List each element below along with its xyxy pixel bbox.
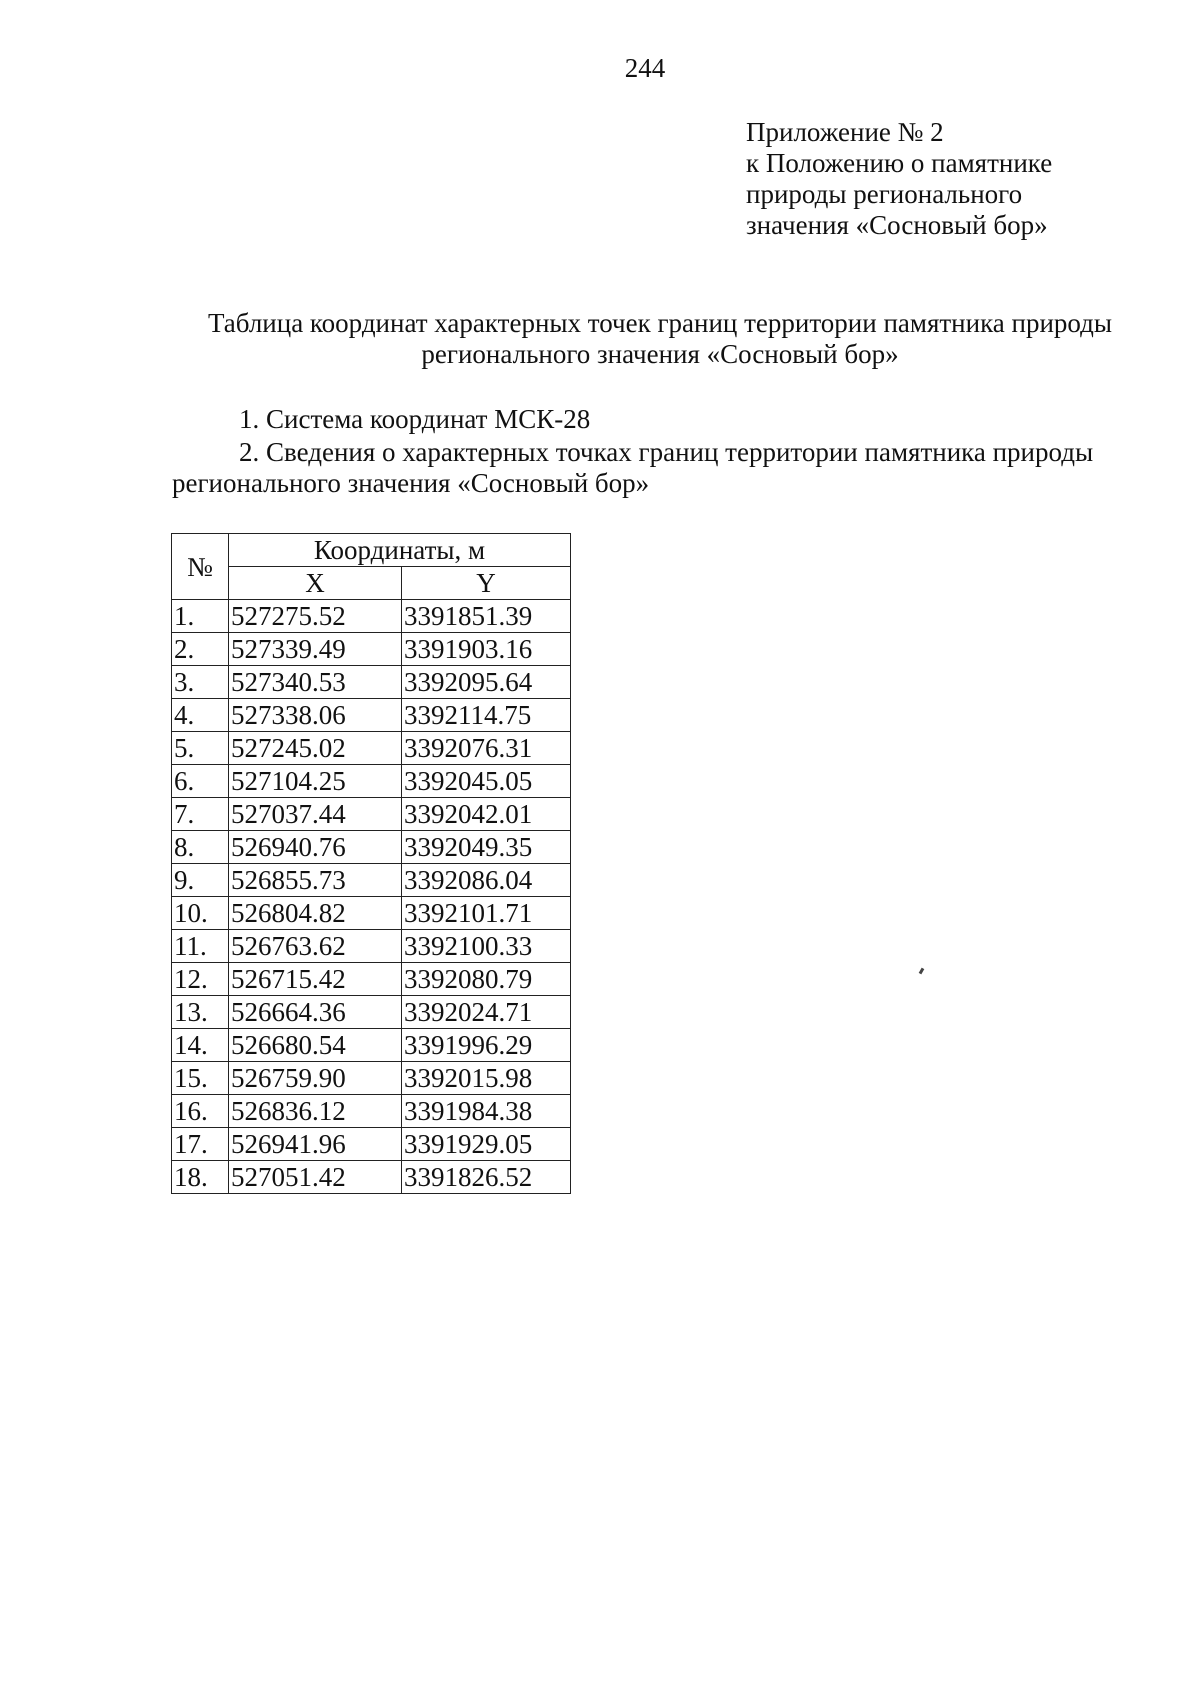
appendix-line: значения «Сосновый бор» (746, 210, 1048, 240)
coord-x: 526680.54 (229, 1029, 402, 1062)
table-row (172, 633, 571, 666)
coord-y: 3391903.16 (402, 633, 571, 666)
row-number: 14. (172, 1029, 229, 1062)
table-row (172, 831, 571, 864)
coord-y: 3391929.05 (402, 1128, 571, 1161)
document-title: Таблица координат характерных точек границ территории памятника природы регионального значения «Сосновый бор» (207, 308, 1113, 369)
appendix-line: Приложение № 2 (746, 117, 944, 147)
coord-y: 3391984.38 (402, 1095, 571, 1128)
row-number: 12. (172, 963, 229, 996)
table-subheader-row (172, 567, 571, 600)
coord-y: 3391851.39 (402, 600, 571, 633)
table-row (172, 864, 571, 897)
table-row (172, 963, 571, 996)
coord-x: 526855.73 (229, 864, 402, 897)
coord-x: 527340.53 (229, 666, 402, 699)
coord-y: 3392042.01 (402, 798, 571, 831)
row-number: 1. (172, 600, 229, 633)
row-number: 7. (172, 798, 229, 831)
coord-x: 526941.96 (229, 1128, 402, 1161)
table-row (172, 1095, 571, 1128)
coord-y: 3391996.29 (402, 1029, 571, 1062)
row-number: 8. (172, 831, 229, 864)
coord-x: 527275.52 (229, 600, 402, 633)
table-body (172, 600, 571, 1194)
coord-y: 3392100.33 (402, 930, 571, 963)
row-number: 17. (172, 1128, 229, 1161)
coord-y: 3392015.98 (402, 1062, 571, 1095)
row-number: 6. (172, 765, 229, 798)
coord-x: 527339.49 (229, 633, 402, 666)
row-number: 9. (172, 864, 229, 897)
row-number: 18. (172, 1161, 229, 1194)
coord-y: 3392049.35 (402, 831, 571, 864)
coord-x: 527104.25 (229, 765, 402, 798)
coordinates-table (171, 533, 571, 1194)
table-row (172, 732, 571, 765)
coord-y: 3392076.31 (402, 732, 571, 765)
item-boundary-points: 2. Сведения о характерных точках границ территории памятника природы (239, 437, 1094, 467)
coord-x: 526940.76 (229, 831, 402, 864)
coord-y: 3391826.52 (402, 1161, 571, 1194)
row-number: 15. (172, 1062, 229, 1095)
coord-x: 526664.36 (229, 996, 402, 1029)
coord-y: 3392045.05 (402, 765, 571, 798)
table-row (172, 930, 571, 963)
header-x: X (229, 567, 402, 600)
coord-x: 526804.82 (229, 897, 402, 930)
table-row (172, 666, 571, 699)
table-row (172, 1029, 571, 1062)
item-coordinate-system: 1. Система координат МСК-28 (239, 404, 591, 434)
row-number: 16. (172, 1095, 229, 1128)
table-header-row (172, 534, 571, 567)
coord-x: 526836.12 (229, 1095, 402, 1128)
table-row (172, 897, 571, 930)
row-number: 13. (172, 996, 229, 1029)
appendix-line: природы регионального (746, 179, 1023, 209)
table-row (172, 996, 571, 1029)
coord-x: 527037.44 (229, 798, 402, 831)
coord-x: 527245.02 (229, 732, 402, 765)
table-row (172, 765, 571, 798)
row-number: 5. (172, 732, 229, 765)
table-row (172, 1062, 571, 1095)
coord-y: 3392101.71 (402, 897, 571, 930)
page-number: 244 (624, 53, 666, 83)
coord-y: 3392086.04 (402, 864, 571, 897)
coord-y: 3392024.71 (402, 996, 571, 1029)
header-y: Y (402, 567, 571, 600)
coord-y: 3392080.79 (402, 963, 571, 996)
header-coordinates: Координаты, м (229, 534, 571, 567)
row-number: 10. (172, 897, 229, 930)
table-row (172, 798, 571, 831)
coord-x: 526763.62 (229, 930, 402, 963)
row-number: 2. (172, 633, 229, 666)
stray-mark (919, 968, 925, 975)
row-number: 3. (172, 666, 229, 699)
coord-x: 526759.90 (229, 1062, 402, 1095)
appendix-line: к Положению о памятнике (746, 148, 1053, 178)
header-number: № (172, 534, 229, 600)
coord-y: 3392114.75 (402, 699, 571, 732)
row-number: 4. (172, 699, 229, 732)
table-row (172, 600, 571, 633)
item-boundary-points-continued: регионального значения «Сосновый бор» (172, 468, 650, 498)
coord-y: 3392095.64 (402, 666, 571, 699)
table-row (172, 699, 571, 732)
row-number: 11. (172, 930, 229, 963)
table-row (172, 1128, 571, 1161)
coord-x: 527051.42 (229, 1161, 402, 1194)
coord-x: 526715.42 (229, 963, 402, 996)
appendix-header (746, 117, 1052, 241)
table-row (172, 1161, 571, 1194)
coord-x: 527338.06 (229, 699, 402, 732)
